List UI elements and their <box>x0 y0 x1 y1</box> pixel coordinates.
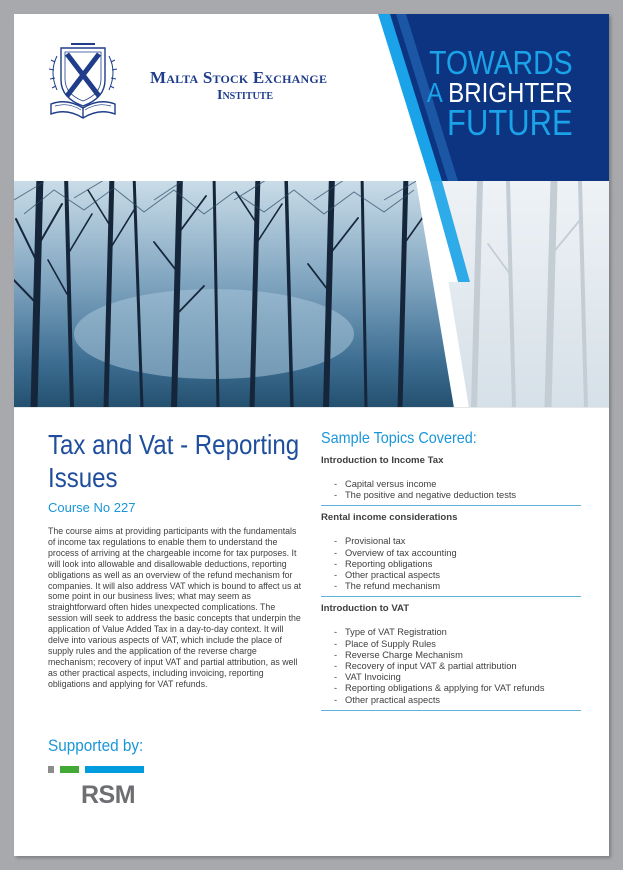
organization-name-line1: Malta Stock Exchange <box>150 68 328 87</box>
topic-item: - Provisional tax <box>334 536 581 547</box>
topic-section-title: Introduction to VAT <box>321 603 410 615</box>
topic-item: - Overview of tax accounting <box>334 548 581 559</box>
topic-section-vat <box>321 603 581 710</box>
forest-photo-faded <box>424 181 609 408</box>
forest-photo <box>14 174 474 408</box>
topic-item: - Other practical aspects <box>334 695 581 706</box>
topic-item: - Reporting obligations <box>334 559 581 570</box>
topic-section-rental-income <box>321 512 581 597</box>
topic-item: - The positive and negative deduction tests <box>334 490 581 501</box>
tagline <box>427 44 573 143</box>
topic-section-title: Introduction to Income Tax <box>321 455 444 466</box>
topics-heading: Sample Topics Covered: <box>321 430 477 447</box>
rsm-logo <box>48 766 148 808</box>
course-title: Tax and Vat - Reporting Issues <box>48 429 300 493</box>
topic-list <box>321 536 581 592</box>
tagline-line2-a: A <box>427 77 442 108</box>
rsm-logo-text: RSM <box>81 781 136 808</box>
topic-item: - VAT Invoicing <box>334 672 581 683</box>
supported-by-label: Supported by: <box>48 736 144 755</box>
topic-item: - Capital versus income <box>334 479 581 490</box>
tagline-line2-b: BRIGHTER <box>448 77 573 108</box>
tagline-line1: TOWARDS <box>429 44 573 81</box>
topic-item: - Place of Supply Rules <box>334 639 581 650</box>
topic-list <box>321 479 581 501</box>
tagline-line3: FUTURE <box>447 102 573 143</box>
topic-list <box>321 627 581 705</box>
topic-item: - Type of VAT Registration <box>334 627 581 638</box>
topic-item: - The refund mechanism <box>334 581 581 592</box>
topic-item: - Reverse Charge Mechanism <box>334 650 581 661</box>
organization-name-line2: Institute <box>217 88 274 103</box>
brochure-page <box>14 14 609 856</box>
msei-crest-logo <box>47 42 119 122</box>
topic-section-title: Rental income considerations <box>321 512 458 524</box>
topic-item: - Recovery of input VAT & partial attribution <box>334 661 581 672</box>
course-number: Course No 227 <box>48 500 136 515</box>
course-description: The course aims at providing participants with the fundamentals of income tax regulations to enable them to understand the process of arriving at the chargeable income for tax purposes. It will look into allowable and disallowable deductions, reporting obligations as well as an overview of the refund mechanism for companies. It will also address VAT which is bound to affect us at some point in our business lives; what may seem as straightforward often hides unexpected complications. The session will seek to address the basic concepts that underpin the application of Value Added Tax in a day-to-day context. It will delve into various aspects of VAT, which include the place of supply rules and the application of the reverse charge mechanism; recovery of input VAT and partial attribution, as well as other practical aspects, including invoicing, reporting obligations and applying for VAT refunds. <box>48 526 302 689</box>
topic-item: - Reporting obligations & applying for VAT refunds <box>334 683 581 694</box>
topic-section-income-tax <box>321 455 581 506</box>
sample-topics <box>321 430 581 717</box>
topic-item: - Other practical aspects <box>334 570 581 581</box>
organization-name <box>150 68 327 104</box>
